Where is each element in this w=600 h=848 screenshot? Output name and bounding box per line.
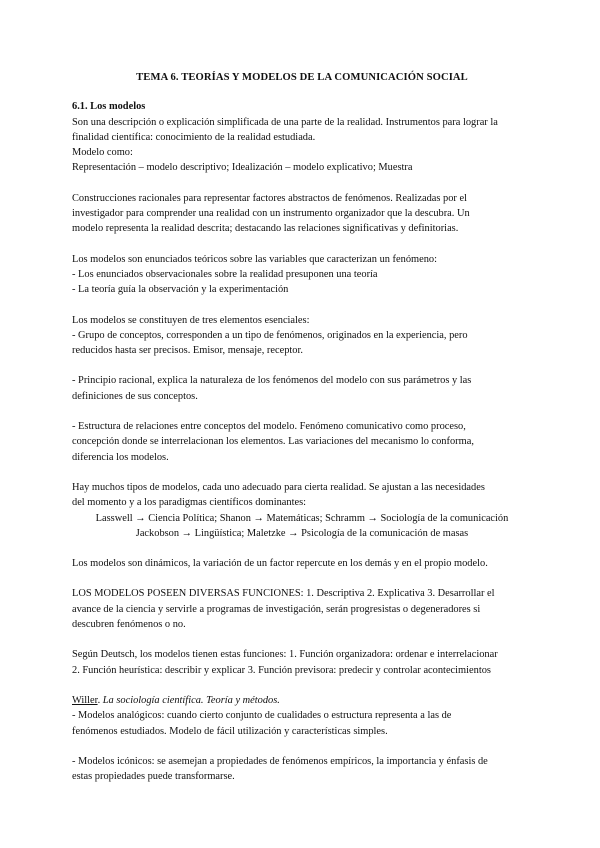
text-line: investigador para comprender una realidad con un instrumento organizador que la descubra. Un [72, 208, 470, 220]
spacer [72, 176, 532, 191]
text-line: - Grupo de conceptos, corresponden a un tipo de fenómenos, originados en la experiencia, pero [72, 329, 468, 341]
text-line: reducidos hasta ser precisos. Emisor, mensaje, receptor. [72, 345, 303, 357]
text-line: fenómenos estudiados. Modelo de fácil utilización y características simples. [72, 725, 388, 737]
paragraph-structure [72, 419, 532, 465]
spacer [72, 298, 532, 313]
paragraph-principle [72, 373, 532, 404]
section-heading: 6.1. Los modelos [72, 101, 146, 113]
text-line: Modelo como: [72, 147, 133, 159]
text-line: concepción donde se interrelacionan los elementos. Las variaciones del mecanismo lo conforma, [72, 436, 474, 448]
spacer [72, 632, 532, 647]
paragraph-functions [72, 586, 532, 632]
text-line: - Modelos icónicos: se asemejan a propiedades de fenómenos empíricos, la importancia y énfasis de [72, 755, 488, 767]
text-line: avance de la ciencia y servirle a programas de investigación, serán progresistas o degeneradores si [72, 603, 481, 615]
text-line: descubren fenómenos o no. [72, 619, 186, 631]
authors-line: Lasswell → Ciencia Política; Shanon → Matemáticas; Schramm → Sociología de la comunicación [95, 512, 509, 524]
citation-separator: . [97, 694, 103, 706]
text-line: diferencia los modelos. [72, 451, 169, 463]
citation-author: Willer [72, 694, 98, 706]
text-line: Los modelos se constituyen de tres elementos esenciales: [72, 314, 310, 326]
text-line: finalidad científica: conocimiento de la realidad estudiada. [72, 131, 316, 143]
paragraph-willer [72, 693, 532, 739]
text-line: Construcciones racionales para representar factores abstractos de fenómenos. Realizadas por el [72, 192, 467, 204]
paragraph-deutsch [72, 647, 532, 678]
text-line: - Principio racional, explica la naturaleza de los fenómenos del modelo con sus parámetros y las [72, 375, 472, 387]
authors-line: Jackobson → Lingüística; Maletzke → Psicología de la comunicación de masas [135, 527, 469, 539]
paragraph-constructions [72, 191, 532, 237]
spacer [72, 237, 532, 252]
paragraph-model-types [72, 480, 532, 541]
text-line: Representación – modelo descriptivo; Idealización – modelo explicativo; Muestra [72, 162, 413, 174]
spacer [72, 358, 532, 373]
paragraph-dynamic [72, 556, 532, 571]
text-line: Según Deutsch, los modelos tienen estas funciones: 1. Función organizadora: ordenar e interrelacionar [72, 649, 498, 661]
spacer [72, 739, 532, 754]
text-line: - Los enunciados observacionales sobre la realidad presuponen una teoría [72, 268, 378, 280]
text-line: estas propiedades puede transformarse. [72, 771, 235, 783]
spacer [72, 571, 532, 586]
text-line: modelo representa la realidad descrita; destacando las relaciones significativas y definitorias. [72, 223, 459, 235]
text-line: - Estructura de relaciones entre conceptos del modelo. Fenómeno comunicativo como proceso, [72, 421, 466, 433]
text-line: Hay muchos tipos de modelos, cada uno adecuado para cierta realidad. Se ajustan a las necesidades [72, 481, 485, 493]
spacer [72, 465, 532, 480]
document-title: TEMA 6. TEORÍAS Y MODELOS DE LA COMUNICACIÓN SOCIAL [136, 72, 468, 83]
text-line: Son una descripción o explicación simplificada de una parte de la realidad. Instrumentos para lograr la [72, 116, 498, 128]
text-line: - La teoría guía la observación y la experimentación [72, 284, 289, 296]
text-line: del momento y a los paradigmas científicos dominantes: [72, 497, 307, 509]
spacer [72, 541, 532, 556]
text-line: LOS MODELOS POSEEN DIVERSAS FUNCIONES: 1. Descriptiva 2. Explicativa 3. Desarrollar el [72, 588, 495, 600]
spacer [72, 678, 532, 693]
spacer [72, 404, 532, 419]
citation-line [72, 693, 532, 708]
paragraph-elements [72, 313, 532, 359]
text-line: 2. Función heurística: describir y explicar 3. Función previsora: predecir y controlar acontecimientos [72, 664, 491, 676]
paragraph-iconic [72, 754, 532, 785]
paragraph-definition [72, 115, 532, 176]
document-content [72, 70, 532, 784]
text-line: definiciones de sus conceptos. [72, 390, 198, 402]
paragraph-enunciados [72, 252, 532, 298]
text-line: Los modelos son enunciados teóricos sobre las variables que caracterizan un fenómeno: [72, 253, 437, 265]
text-line: Los modelos son dinámicos, la variación de un factor repercute en los demás y en el propio modelo. [72, 558, 488, 570]
text-line: - Modelos analógicos: cuando cierto conjunto de cualidades o estructura representa a las de [72, 710, 452, 722]
citation-work: La sociología científica. Teoría y métodos. [102, 694, 280, 706]
